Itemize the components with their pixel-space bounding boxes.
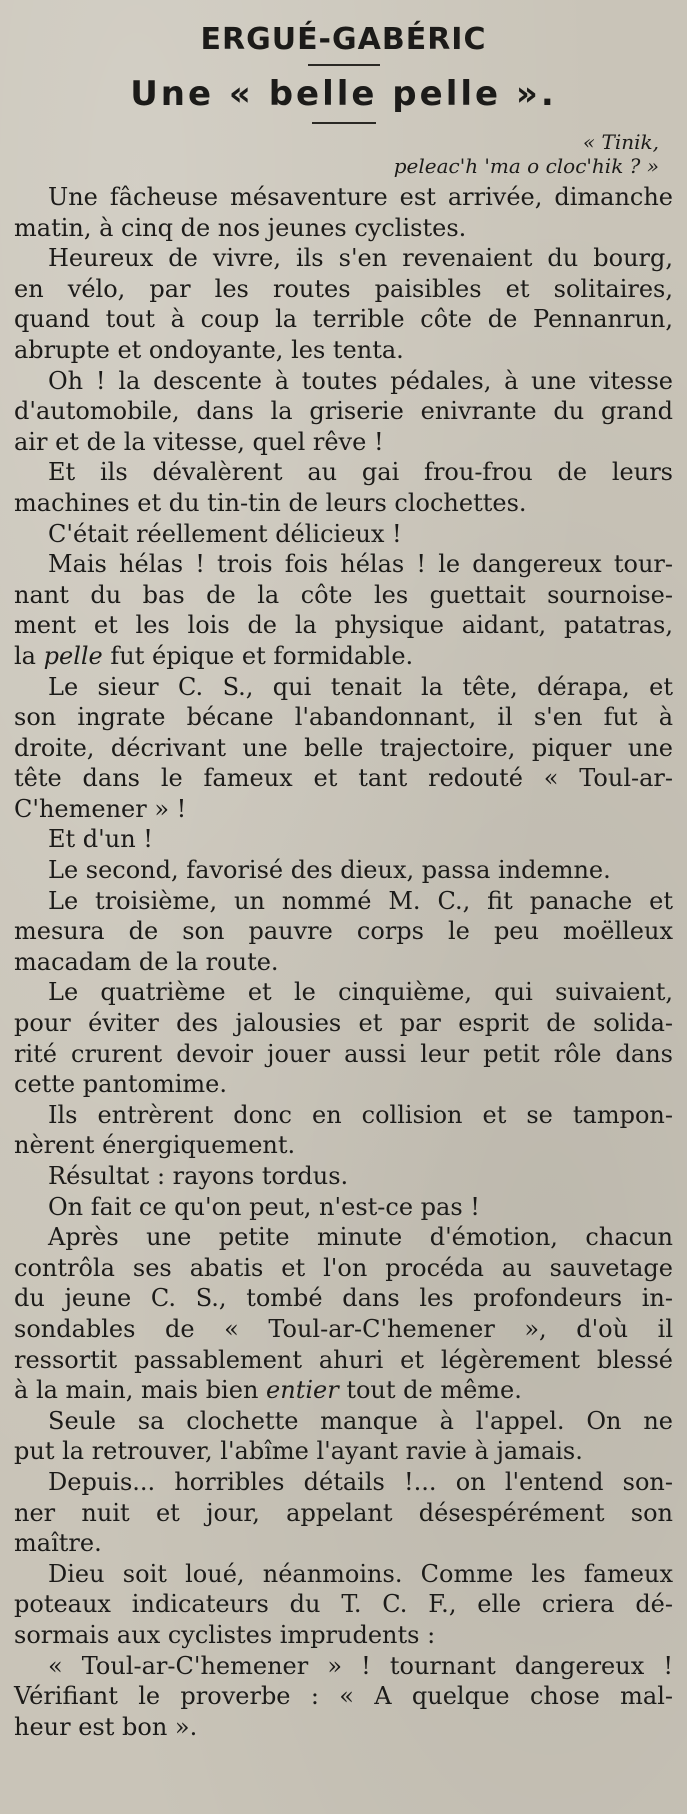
article-body [14,182,673,1742]
paragraph [14,243,673,365]
paragraph [14,457,673,518]
entier-prefix: à la main, mais bien [14,1376,267,1405]
paragraph [14,366,673,458]
text-line: Dieu soit loué, néanmoins. Comme les fameux [48,1559,673,1588]
text-line [14,641,673,672]
paragraph [14,977,673,1099]
text-line: ment et les lois de la physique aidant, patatras, [14,611,673,640]
text-line: Et d'un ! [48,825,153,854]
paragraph [14,182,673,243]
paragraph [14,824,673,855]
text-line: air et de la vitesse, quel rêve ! [14,427,384,456]
text-line: Vérifiant le proverbe : « A quelque chose mal- [14,1682,673,1711]
text-line: macadam de la route. [14,947,279,976]
text-line: C'était réellement délicieux ! [48,519,402,548]
text-line: tête dans le fameux et tant redouté « Toul-ar- [14,764,673,793]
paragraph [14,1406,673,1467]
pelle-word: pelle [43,641,103,670]
entier-word: entier [266,1376,339,1405]
paragraph [14,1559,673,1651]
title-divider [312,122,376,124]
text-line: sormais aux cyclistes imprudents : [14,1620,436,1649]
text-line: Ils entrèrent donc en collision et se tampon- [48,1100,673,1129]
text-line: machines et du tin-tin de leurs clochettes. [14,488,527,517]
entier-suffix: tout de même. [338,1376,522,1405]
paragraph [14,855,673,886]
text-line: Oh ! la descente à toutes pédales, à une vitesse [48,366,673,395]
text-line: en vélo, par les routes paisibles et solitaires, [14,274,673,303]
epigraph [14,130,659,178]
text-line: abrupte et ondoyante, les tenta. [14,335,404,364]
text-line: maître. [14,1529,102,1558]
text-line: nant du bas de la côte les guettait sournoise- [14,580,673,609]
text-line: poteaux indicateurs du T. C. F., elle criera dé- [14,1590,673,1619]
pelle-suffix: fut épique et formidable. [102,641,414,670]
paragraph [14,1100,673,1161]
text-line: heur est bon ». [14,1712,198,1741]
text-line: ressortit passablement ahuri et légèrement blessé [14,1345,673,1374]
paragraph [14,672,673,825]
text-line: matin, à cinq de nos jeunes cyclistes. [14,213,467,242]
text-line: ner nuit et jour, appelant désespérément son [14,1498,673,1527]
text-line: Le second, favorisé des dieux, passa indemne. [48,856,611,885]
text-line: sondables de « Toul-ar-C'hemener », d'où il [14,1314,673,1343]
paragraph [14,549,673,671]
text-line: Mais hélas ! trois fois hélas ! le dangereux tour- [48,550,673,579]
text-line: Le sieur C. S., qui tenait la tête, dérapa, et [48,672,673,701]
text-line: On fait ce qu'on peut, n'est-ce pas ! [48,1192,480,1221]
text-line: pour éviter des jalousies et par esprit de solida- [14,1009,673,1038]
text-line [14,1375,673,1406]
paragraph [14,519,673,550]
paragraph [14,1467,673,1559]
paragraph [14,1192,673,1223]
location-heading: ERGUÉ-GABÉRIC [200,22,487,57]
epigraph-line: « Tinik, [582,130,659,154]
text-line: Le quatrième et le cinquième, qui suivaient, [48,978,673,1007]
paragraph [14,1651,673,1743]
text-line: Résultat : rayons tordus. [48,1162,349,1190]
text-line: Après une petite minute d'émotion, chacun [48,1223,673,1252]
text-line: Depuis... horribles détails !... on l'entend son- [48,1467,673,1496]
text-line: mesura de son pauvre corps le peu moëlleux [14,917,673,946]
text-line: cette pantomime. [14,1070,228,1099]
text-line: d'automobile, dans la griserie enivrante du grand [14,397,673,426]
text-line: contrôla ses abatis et l'on procéda au sauvetage [14,1253,673,1282]
text-line: Le troisième, un nommé M. C., fit panache et [48,886,673,915]
text-line: quand tout à coup la terrible côte de Pennanrun, [14,305,673,334]
pelle-prefix: la [14,641,44,670]
heading-divider [308,64,380,66]
epigraph-line: peleac'h 'ma o cloc'hik ? » [393,154,659,178]
text-line: droite, décrivant une belle trajectoire, piquer une [14,733,673,762]
text-line: C'hemener » ! [14,794,187,823]
text-line: Seule sa clochette manque à l'appel. On ne [48,1406,673,1435]
paragraph [14,1161,673,1192]
text-line: rité crurent devoir jouer aussi leur petit rôle dans [14,1039,673,1068]
text-line: Heureux de vivre, ils s'en revenaient du bourg, [48,244,673,273]
text-line: Et ils dévalèrent au gai frou-frou de leurs [48,458,673,487]
text-line: son ingrate bécane l'abandonnant, il s'en fut à [14,703,673,732]
text-line: du jeune C. S., tombé dans les profondeurs in- [14,1284,673,1313]
text-line: « Toul-ar-C'hemener » ! tournant dangereux ! [48,1651,673,1680]
text-line: put la retrouver, l'abîme l'ayant ravie à jamais. [14,1437,583,1466]
paragraph [14,886,673,978]
paragraph [14,1222,673,1406]
text-line: nèrent énergiquement. [14,1131,296,1160]
article-title: Une « belle pelle ». [130,74,557,114]
text-line: Une fâcheuse mésaventure est arrivée, dimanche [48,183,673,211]
